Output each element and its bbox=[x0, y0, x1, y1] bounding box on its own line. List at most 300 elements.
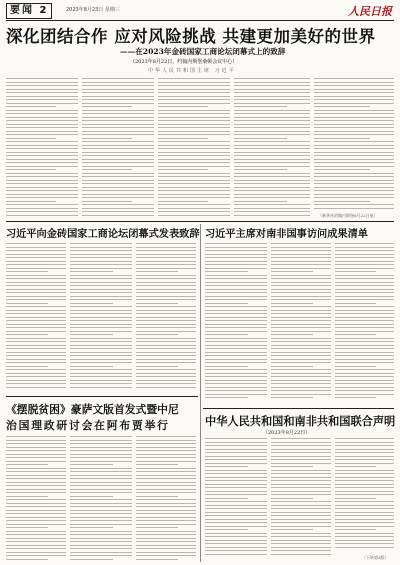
text-line bbox=[70, 250, 132, 251]
text-line bbox=[335, 369, 394, 370]
text-line bbox=[70, 517, 132, 518]
text-line bbox=[6, 162, 78, 163]
text-line bbox=[335, 394, 394, 395]
text-line bbox=[335, 383, 394, 384]
text-line bbox=[6, 113, 78, 114]
article-right-2-headline: 习近平主席对南非国事访问成果清单 bbox=[205, 229, 368, 240]
text-line bbox=[6, 478, 66, 479]
text-line bbox=[271, 341, 331, 342]
text-line bbox=[6, 78, 78, 79]
text-line bbox=[82, 124, 154, 125]
text-line bbox=[158, 201, 208, 202]
text-line bbox=[335, 387, 394, 388]
text-line bbox=[205, 292, 267, 293]
text-line bbox=[70, 492, 132, 493]
text-line bbox=[70, 362, 132, 363]
text-line bbox=[205, 275, 267, 276]
text-line bbox=[158, 141, 230, 142]
text-line bbox=[205, 373, 267, 374]
text-line bbox=[314, 106, 370, 107]
text-line bbox=[205, 512, 267, 513]
text-line bbox=[136, 450, 196, 451]
text-line bbox=[158, 117, 230, 118]
text-line bbox=[335, 338, 394, 339]
text-line bbox=[335, 352, 394, 353]
text-line bbox=[271, 459, 331, 460]
text-line bbox=[70, 299, 132, 300]
text-line bbox=[314, 148, 394, 149]
main-headline: 深化团结合作 应对风险挑战 共建更加美好的世界 bbox=[6, 27, 376, 46]
text-line bbox=[205, 320, 267, 321]
text-line bbox=[70, 527, 113, 528]
text-line bbox=[335, 289, 394, 290]
text-line bbox=[205, 452, 267, 453]
text-line bbox=[271, 515, 331, 516]
main-body-col-3 bbox=[158, 78, 230, 218]
text-line bbox=[234, 110, 310, 111]
text-line bbox=[205, 449, 267, 450]
text-line bbox=[70, 461, 132, 462]
text-line bbox=[6, 289, 66, 290]
text-line bbox=[335, 334, 376, 335]
text-line bbox=[234, 204, 310, 205]
text-line bbox=[6, 110, 78, 111]
text-line bbox=[136, 348, 196, 349]
text-line bbox=[335, 348, 394, 349]
text-line bbox=[136, 376, 196, 377]
text-line bbox=[136, 250, 196, 251]
text-line bbox=[271, 491, 331, 492]
text-line bbox=[136, 471, 196, 472]
text-line bbox=[314, 201, 370, 202]
text-line bbox=[70, 475, 132, 476]
text-line bbox=[6, 341, 66, 342]
text-line bbox=[6, 464, 48, 465]
text-line bbox=[205, 376, 267, 377]
text-line bbox=[6, 461, 66, 462]
text-line bbox=[136, 464, 178, 465]
text-line bbox=[136, 492, 196, 493]
text-line bbox=[314, 110, 394, 111]
text-line bbox=[234, 173, 310, 174]
text-line bbox=[6, 548, 66, 549]
text-line bbox=[70, 387, 132, 388]
text-line bbox=[314, 166, 394, 167]
left-3-body-col-1 bbox=[6, 436, 66, 562]
text-line bbox=[271, 376, 331, 377]
text-line bbox=[205, 355, 267, 356]
text-line bbox=[6, 124, 78, 125]
text-line bbox=[271, 310, 331, 311]
text-line bbox=[271, 317, 331, 318]
text-line bbox=[158, 124, 230, 125]
text-line bbox=[158, 215, 230, 216]
text-line bbox=[271, 536, 331, 537]
text-line bbox=[70, 254, 132, 255]
text-line bbox=[6, 131, 78, 132]
text-line bbox=[271, 250, 331, 251]
text-line bbox=[205, 438, 267, 439]
text-line bbox=[6, 82, 78, 83]
article-left-3-headline-line1: 《摆脱贫困》豪萨文版首发式暨中尼 bbox=[6, 403, 179, 416]
text-line bbox=[136, 436, 196, 437]
text-line bbox=[70, 278, 132, 279]
text-line bbox=[6, 485, 66, 486]
text-line bbox=[136, 299, 196, 300]
text-line bbox=[136, 373, 196, 374]
text-line bbox=[335, 303, 376, 304]
text-line bbox=[136, 271, 178, 272]
text-line bbox=[136, 296, 196, 297]
text-line bbox=[6, 436, 66, 437]
text-line bbox=[205, 394, 267, 395]
text-line bbox=[6, 387, 66, 388]
text-line bbox=[6, 257, 66, 258]
text-line bbox=[234, 176, 310, 177]
text-line bbox=[205, 529, 248, 530]
text-line bbox=[6, 152, 78, 153]
text-line bbox=[6, 510, 66, 511]
text-line bbox=[6, 187, 78, 188]
text-line bbox=[271, 331, 331, 332]
text-line bbox=[70, 359, 132, 360]
text-line bbox=[136, 338, 196, 339]
text-line bbox=[205, 345, 267, 346]
text-line bbox=[205, 299, 267, 300]
text-line bbox=[82, 211, 154, 212]
text-line bbox=[82, 113, 154, 114]
text-line bbox=[70, 380, 132, 381]
text-line bbox=[6, 201, 56, 202]
text-line bbox=[271, 334, 313, 335]
text-line bbox=[158, 92, 230, 93]
text-line bbox=[6, 475, 66, 476]
text-line bbox=[136, 264, 196, 265]
text-line bbox=[70, 296, 132, 297]
text-line bbox=[205, 522, 267, 523]
text-line bbox=[314, 99, 394, 100]
text-line bbox=[6, 320, 66, 321]
text-line bbox=[271, 522, 331, 523]
text-line bbox=[6, 520, 66, 521]
text-line bbox=[158, 173, 230, 174]
text-line bbox=[136, 275, 196, 276]
text-line bbox=[136, 268, 196, 269]
text-line bbox=[70, 468, 132, 469]
text-line bbox=[136, 527, 178, 528]
text-line bbox=[70, 482, 132, 483]
text-line bbox=[136, 327, 196, 328]
text-line bbox=[6, 285, 66, 286]
text-line bbox=[271, 484, 331, 485]
text-line bbox=[271, 261, 331, 262]
text-line bbox=[271, 505, 331, 506]
text-line bbox=[205, 264, 267, 265]
text-line bbox=[6, 134, 78, 135]
text-line bbox=[70, 478, 132, 479]
text-line bbox=[205, 494, 267, 495]
text-line bbox=[136, 331, 196, 332]
text-line bbox=[136, 324, 196, 325]
text-line bbox=[6, 352, 66, 353]
text-line bbox=[205, 540, 267, 541]
text-line bbox=[205, 317, 267, 318]
text-line bbox=[271, 380, 331, 381]
text-line bbox=[314, 183, 394, 184]
text-line bbox=[234, 78, 310, 79]
text-line bbox=[205, 442, 267, 443]
text-line bbox=[205, 519, 267, 520]
text-line bbox=[158, 103, 230, 104]
text-line bbox=[335, 247, 394, 248]
text-line bbox=[335, 505, 394, 506]
text-line bbox=[70, 443, 132, 444]
text-line bbox=[234, 159, 310, 160]
text-line bbox=[70, 261, 132, 262]
text-line bbox=[271, 466, 313, 467]
text-line bbox=[136, 317, 196, 318]
text-line bbox=[271, 387, 331, 388]
text-line bbox=[335, 310, 394, 311]
text-line bbox=[271, 264, 331, 265]
text-line bbox=[6, 264, 66, 265]
text-line bbox=[136, 510, 196, 511]
text-line bbox=[314, 176, 394, 177]
text-line bbox=[205, 268, 267, 269]
text-line bbox=[136, 359, 196, 360]
text-line bbox=[205, 387, 267, 388]
text-line bbox=[205, 289, 267, 290]
text-line bbox=[234, 96, 310, 97]
text-line bbox=[335, 362, 394, 363]
text-line bbox=[271, 543, 331, 544]
text-line bbox=[6, 338, 66, 339]
text-line bbox=[158, 197, 230, 198]
left-2-body-col-3 bbox=[136, 243, 196, 391]
text-line bbox=[314, 194, 394, 195]
text-line bbox=[136, 447, 196, 448]
text-line bbox=[271, 327, 331, 328]
text-line bbox=[136, 541, 196, 542]
text-line bbox=[205, 480, 267, 481]
text-line bbox=[82, 215, 154, 216]
text-line bbox=[271, 449, 331, 450]
text-line bbox=[6, 447, 66, 448]
text-line bbox=[6, 317, 66, 318]
text-line bbox=[70, 454, 132, 455]
main-continued-note: （新华社约翰内斯堡8月22日电） bbox=[318, 213, 378, 218]
text-line bbox=[6, 468, 66, 469]
right-2-body-col-1 bbox=[205, 243, 267, 403]
text-line bbox=[205, 505, 267, 506]
text-line bbox=[136, 303, 178, 304]
text-line bbox=[271, 278, 331, 279]
text-line bbox=[271, 480, 331, 481]
text-line bbox=[158, 180, 230, 181]
text-line bbox=[314, 96, 394, 97]
text-line bbox=[6, 499, 66, 500]
text-line bbox=[234, 138, 287, 139]
text-line bbox=[82, 131, 154, 132]
text-line bbox=[70, 324, 132, 325]
text-line bbox=[136, 355, 196, 356]
text-line bbox=[136, 485, 196, 486]
text-line bbox=[136, 380, 196, 381]
text-line bbox=[6, 197, 78, 198]
text-line bbox=[6, 190, 78, 191]
text-line bbox=[158, 176, 230, 177]
text-line bbox=[6, 359, 66, 360]
text-line bbox=[271, 303, 313, 304]
text-line bbox=[70, 513, 132, 514]
text-line bbox=[314, 162, 394, 163]
text-line bbox=[205, 243, 267, 244]
text-line bbox=[205, 359, 267, 360]
text-line bbox=[136, 506, 196, 507]
main-date-location: （2023年8月22日，约翰内斯堡桑顿会议中心） bbox=[130, 59, 238, 65]
header-rule bbox=[6, 20, 394, 21]
text-line bbox=[70, 310, 132, 311]
text-line bbox=[234, 113, 310, 114]
text-line bbox=[6, 506, 66, 507]
text-line bbox=[70, 499, 132, 500]
text-line bbox=[234, 92, 310, 93]
text-line bbox=[70, 447, 132, 448]
text-line bbox=[205, 348, 267, 349]
text-line bbox=[6, 278, 66, 279]
text-line bbox=[335, 438, 394, 439]
text-line bbox=[234, 145, 310, 146]
text-line bbox=[6, 345, 66, 346]
text-line bbox=[82, 155, 154, 156]
text-line bbox=[314, 155, 394, 156]
text-line bbox=[82, 180, 154, 181]
text-line bbox=[6, 541, 66, 542]
text-line bbox=[234, 183, 310, 184]
text-line bbox=[6, 482, 66, 483]
text-line bbox=[158, 78, 230, 79]
text-line bbox=[82, 120, 154, 121]
text-line bbox=[70, 282, 132, 283]
text-line bbox=[70, 552, 132, 553]
text-line bbox=[158, 106, 208, 107]
text-line bbox=[158, 127, 230, 128]
page-header bbox=[6, 3, 394, 18]
text-line bbox=[6, 489, 66, 490]
text-line bbox=[234, 197, 310, 198]
text-line bbox=[335, 477, 394, 478]
right-3-body-col-1 bbox=[205, 438, 267, 560]
text-line bbox=[205, 278, 267, 279]
text-line bbox=[205, 247, 267, 248]
text-line bbox=[335, 397, 376, 398]
text-line bbox=[271, 390, 331, 391]
text-line bbox=[205, 324, 267, 325]
text-line bbox=[136, 341, 196, 342]
text-line bbox=[158, 194, 230, 195]
text-line bbox=[234, 117, 310, 118]
text-line bbox=[314, 124, 394, 125]
text-line bbox=[6, 348, 66, 349]
text-line bbox=[314, 89, 394, 90]
text-line bbox=[158, 166, 230, 167]
article-left-2-headline: 习近平向金砖国家工商论坛闭幕式发表致辞 bbox=[6, 229, 200, 240]
text-line bbox=[70, 264, 132, 265]
text-line bbox=[82, 145, 154, 146]
text-line bbox=[70, 373, 132, 374]
text-line bbox=[70, 247, 132, 248]
text-line bbox=[136, 440, 196, 441]
dateline: 2023年8月23日 星期三 bbox=[66, 7, 120, 13]
text-line bbox=[271, 501, 331, 502]
text-line bbox=[6, 552, 66, 553]
text-line bbox=[136, 478, 196, 479]
text-line bbox=[6, 324, 66, 325]
text-line bbox=[335, 487, 394, 488]
text-line bbox=[70, 348, 132, 349]
text-line bbox=[158, 82, 230, 83]
text-line bbox=[82, 197, 154, 198]
text-line bbox=[158, 162, 230, 163]
text-line bbox=[70, 534, 132, 535]
text-line bbox=[271, 257, 331, 258]
text-line bbox=[271, 547, 331, 548]
text-line bbox=[335, 278, 394, 279]
text-line bbox=[70, 541, 132, 542]
text-line bbox=[6, 299, 66, 300]
text-line bbox=[82, 187, 154, 188]
text-line bbox=[234, 201, 287, 202]
text-line bbox=[234, 131, 310, 132]
text-line bbox=[136, 524, 196, 525]
text-line bbox=[136, 320, 196, 321]
text-line bbox=[271, 487, 331, 488]
text-line bbox=[335, 327, 394, 328]
text-line bbox=[271, 498, 313, 499]
text-line bbox=[205, 466, 248, 467]
text-line bbox=[70, 496, 113, 497]
text-line bbox=[136, 247, 196, 248]
text-line bbox=[70, 317, 132, 318]
text-line bbox=[205, 257, 267, 258]
text-line bbox=[82, 162, 154, 163]
text-line bbox=[82, 117, 154, 118]
text-line bbox=[205, 491, 267, 492]
text-line bbox=[335, 285, 394, 286]
text-line bbox=[6, 145, 78, 146]
text-line bbox=[271, 494, 331, 495]
text-line bbox=[271, 362, 331, 363]
text-line bbox=[158, 190, 230, 191]
text-line bbox=[271, 282, 331, 283]
left-divider-3 bbox=[6, 396, 198, 397]
right-2-body-col-2 bbox=[271, 243, 331, 403]
text-line bbox=[136, 454, 196, 455]
text-line bbox=[136, 257, 196, 258]
text-line bbox=[234, 134, 310, 135]
text-line bbox=[335, 243, 394, 244]
text-line bbox=[136, 243, 196, 244]
text-line bbox=[234, 99, 310, 100]
text-line bbox=[271, 292, 331, 293]
text-line bbox=[234, 120, 310, 121]
text-line bbox=[136, 352, 196, 353]
text-line bbox=[158, 204, 230, 205]
text-line bbox=[136, 503, 196, 504]
text-line bbox=[271, 512, 331, 513]
text-line bbox=[335, 466, 376, 467]
text-line bbox=[70, 503, 132, 504]
